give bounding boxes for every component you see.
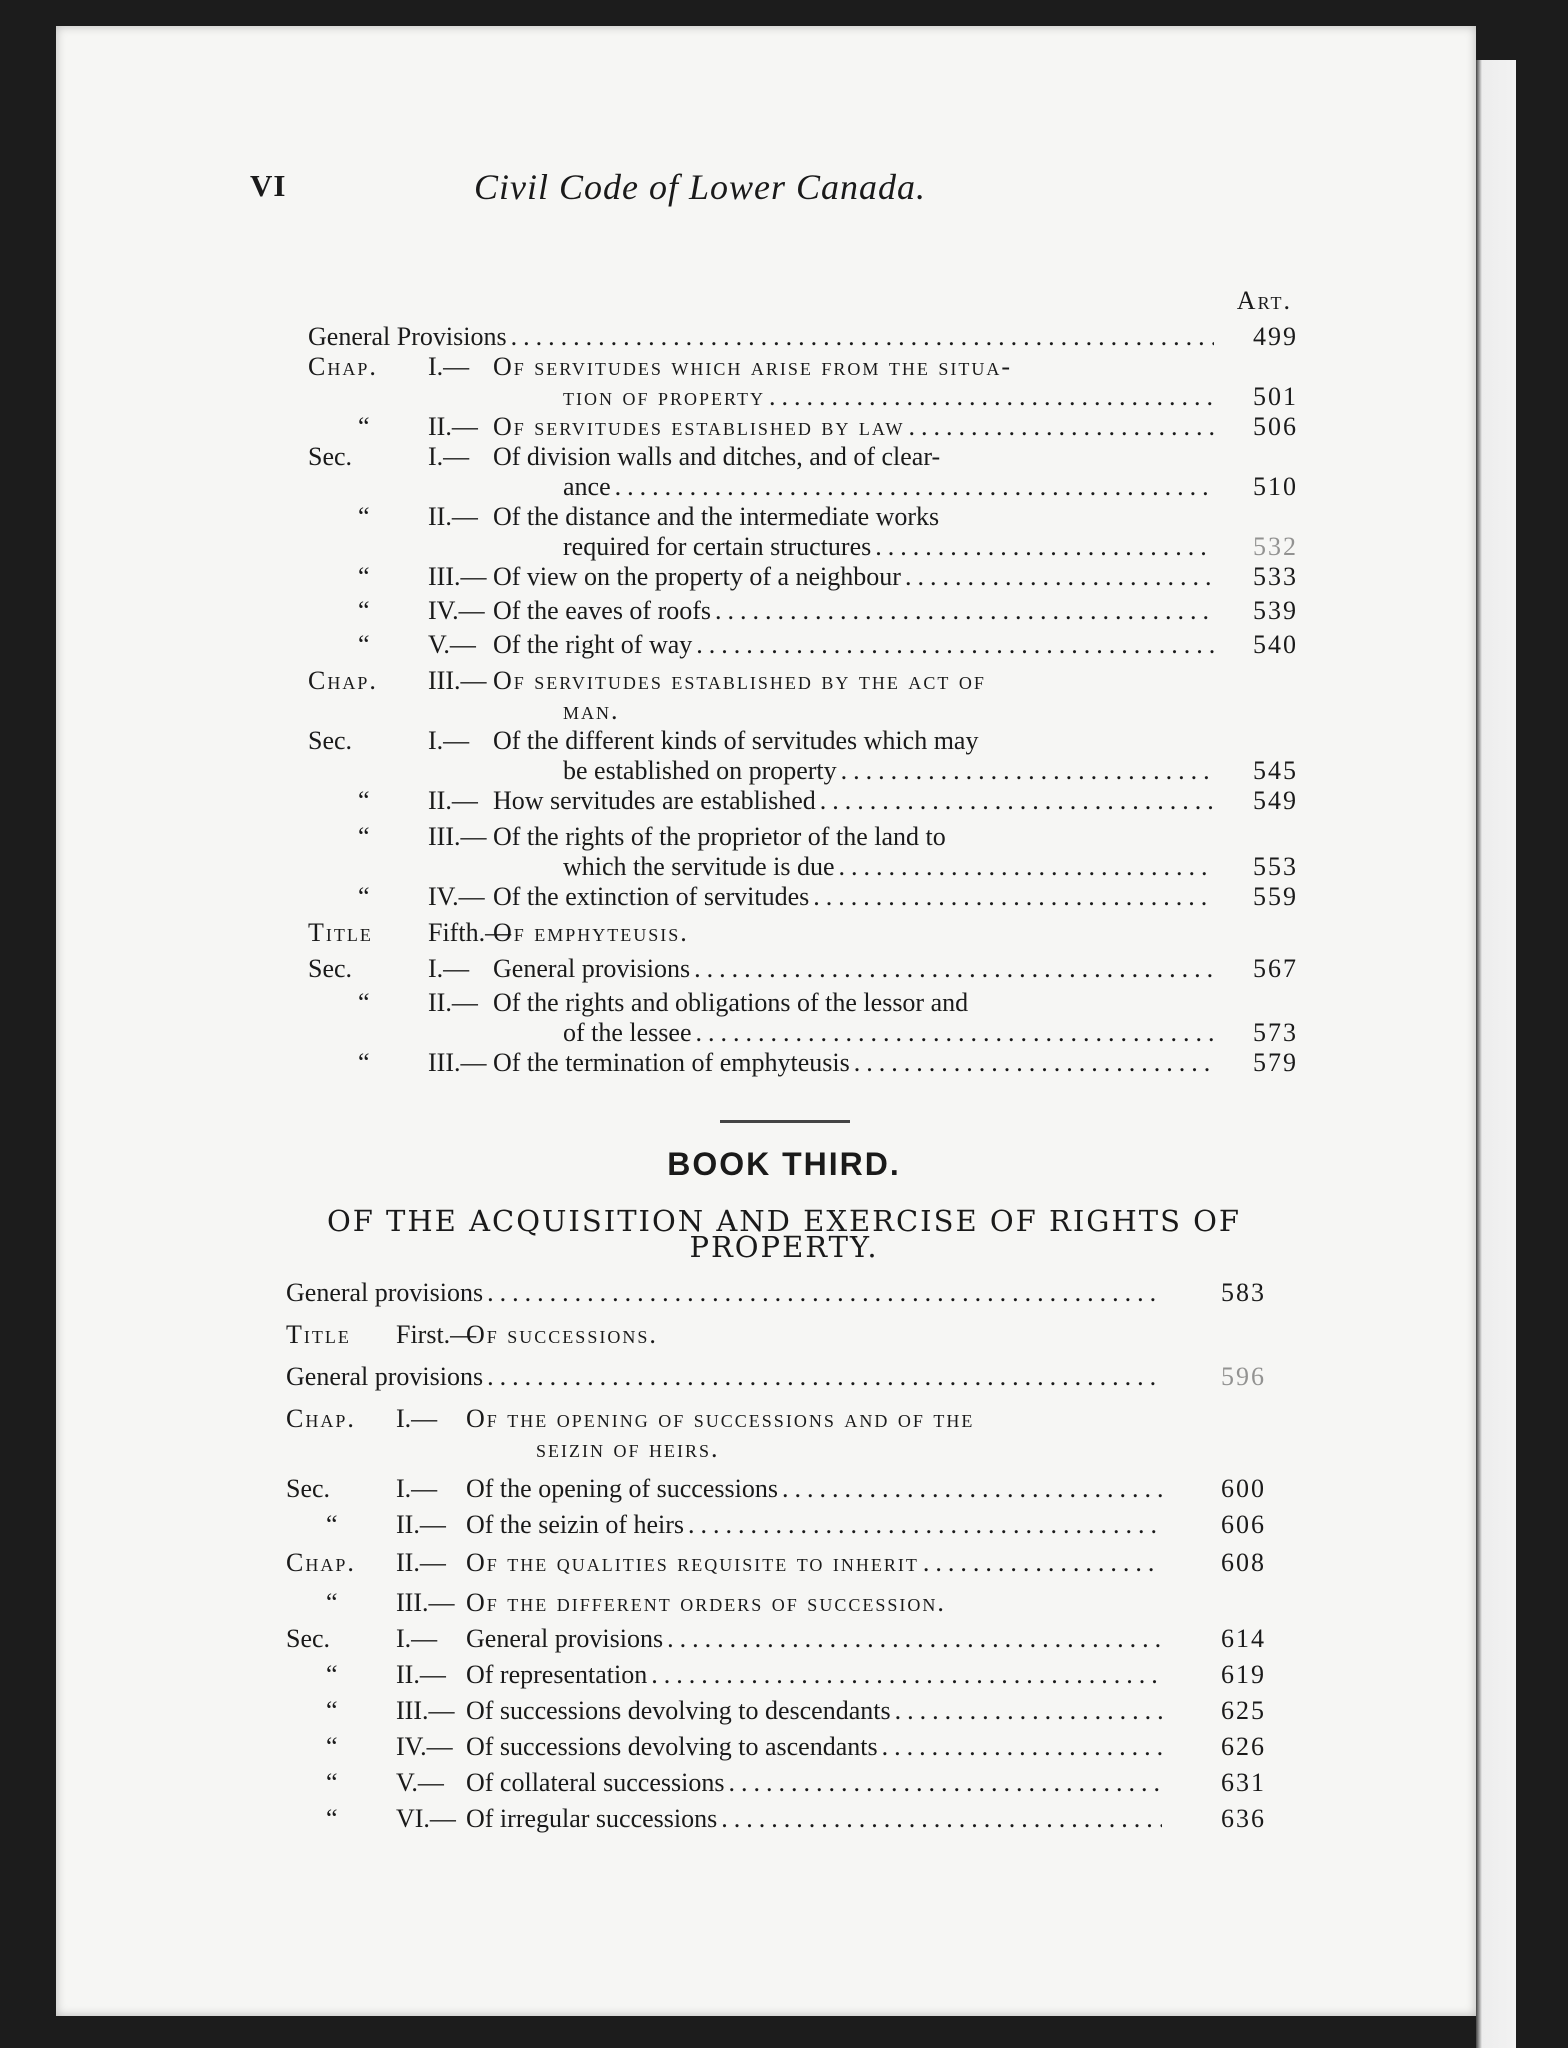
entry-text: seizin of heirs. (536, 1434, 720, 1463)
entry-label: Chap. (308, 666, 378, 695)
entry-label: “ (326, 1696, 338, 1725)
entry-label: “ (358, 786, 370, 815)
entry-number: I.— (428, 726, 470, 755)
entry-text: Of the seizin of heirs (466, 1510, 685, 1539)
entry-label: “ (326, 1804, 338, 1833)
dot-leader (875, 532, 1214, 562)
entry-number: III.— (428, 1048, 487, 1077)
entry-label: “ (358, 502, 370, 531)
entry-text: which the servitude is due (563, 852, 835, 881)
toc-book-third (286, 1278, 1266, 1848)
entry-text: Of the different kinds of servitudes which may (493, 726, 979, 755)
entry-text: Of the extinction of servitudes (493, 882, 810, 911)
entry-label: Sec. (286, 1624, 331, 1653)
entry-label: Chap. (286, 1548, 356, 1577)
dot-leader (721, 1804, 1162, 1834)
entry-number: I.— (428, 352, 470, 381)
article-column-head: Art. (1236, 286, 1292, 315)
dot-leader (769, 382, 1214, 412)
entry-number: Fifth.— (428, 918, 512, 947)
article-number: 626 (1221, 1732, 1266, 1761)
article-number: 510 (1253, 472, 1298, 501)
entry-number: I.— (428, 442, 470, 471)
entry-number: V.— (428, 630, 476, 659)
entry-number: II.— (428, 786, 478, 815)
article-number: 539 (1253, 596, 1298, 625)
article-number: 545 (1253, 756, 1298, 785)
article-number: 573 (1253, 1018, 1298, 1047)
dot-leader (487, 1362, 1162, 1392)
entry-label: “ (326, 1510, 338, 1539)
article-number: 549 (1253, 786, 1298, 815)
running-head (250, 168, 1150, 228)
dot-leader (841, 756, 1214, 786)
entry-text: Of the qualities requisite to inherit (466, 1548, 919, 1577)
entry-text: Of servitudes which arise from the situa- (493, 352, 1013, 381)
page-folio: VI (250, 168, 287, 203)
entry-text: How servitudes are established (493, 786, 816, 815)
dot-leader (694, 954, 1214, 984)
article-number: 553 (1253, 852, 1298, 881)
entry-number: I.— (396, 1624, 438, 1653)
dot-leader (511, 322, 1214, 352)
entry-number: IV.— (396, 1732, 453, 1761)
dot-leader (667, 1624, 1162, 1654)
dot-leader (782, 1474, 1162, 1504)
dot-leader (908, 412, 1214, 442)
dot-leader (696, 1018, 1214, 1048)
entry-text: be established on property (563, 756, 837, 785)
entry-number: I.— (396, 1474, 438, 1503)
article-number: 625 (1221, 1696, 1266, 1725)
entry-text: General provisions (466, 1624, 664, 1653)
entry-number: First.— (396, 1320, 477, 1349)
section-rule (720, 1120, 850, 1123)
article-number: 600 (1221, 1474, 1266, 1503)
entry-label: “ (358, 562, 370, 591)
entry-text: Of representation (466, 1660, 648, 1689)
dot-leader (820, 786, 1214, 816)
dot-leader (651, 1660, 1162, 1690)
entry-text: Of the rights of the proprietor of the land to (493, 822, 946, 851)
article-number: 501 (1253, 382, 1298, 411)
dot-leader (905, 562, 1214, 592)
entry-number: III.— (428, 822, 487, 851)
entry-text: Of view on the property of a neighbour (493, 562, 901, 591)
entry-number: III.— (428, 666, 487, 695)
entry-text: Of servitudes established by law (493, 412, 905, 441)
entry-text: required for certain structures (563, 532, 872, 561)
entry-number: IV.— (428, 596, 485, 625)
entry-label: “ (358, 1048, 370, 1077)
entry-number: III.— (396, 1696, 455, 1725)
dot-leader (688, 1510, 1162, 1540)
entry-text: General provisions (286, 1278, 484, 1307)
entry-label: “ (358, 596, 370, 625)
entry-text: General Provisions (308, 322, 507, 351)
entry-number: III.— (428, 562, 487, 591)
entry-text: Of successions devolving to ascendants (466, 1732, 878, 1761)
dot-leader (882, 1732, 1162, 1762)
dot-leader (487, 1278, 1162, 1308)
entry-text: Of division walls and ditches, and of clear- (493, 442, 941, 471)
entry-text: ance (563, 472, 611, 501)
article-number: 631 (1221, 1768, 1266, 1797)
entry-number: II.— (396, 1510, 446, 1539)
dot-leader (923, 1548, 1162, 1578)
entry-text: Of the distance and the intermediate works (493, 502, 940, 531)
article-number: 606 (1221, 1510, 1266, 1539)
entry-number: II.— (396, 1548, 446, 1577)
dot-leader (854, 1048, 1214, 1078)
entry-label: Sec. (286, 1474, 331, 1503)
entry-text: of the lessee (563, 1018, 692, 1047)
toc-book-second (308, 286, 1298, 1116)
dot-leader (728, 1768, 1162, 1798)
entry-text: General provisions (286, 1362, 484, 1391)
entry-label: Title (308, 918, 373, 947)
entry-text: Of the rights and obligations of the lessor and (493, 988, 969, 1017)
entry-label: “ (326, 1660, 338, 1689)
entry-number: VI.— (396, 1804, 456, 1833)
dot-leader (895, 1696, 1162, 1726)
entry-label: Title (286, 1320, 351, 1349)
dot-leader (615, 472, 1214, 502)
entry-text: Of the eaves of roofs (493, 596, 712, 625)
entry-text: Of the opening of successions (466, 1474, 778, 1503)
entry-label: “ (358, 412, 370, 441)
entry-label: Chap. (308, 352, 378, 381)
entry-text: Of emphyteusis. (493, 918, 689, 947)
running-title: Civil Code of Lower Canada. (473, 167, 927, 207)
entry-text: Of successions. (466, 1320, 658, 1349)
entry-text: Of the right of way (493, 630, 693, 659)
article-number: 533 (1253, 562, 1298, 591)
entry-number: II.— (396, 1660, 446, 1689)
article-number: 608 (1221, 1548, 1266, 1577)
dot-leader (839, 852, 1215, 882)
page-edge (1476, 60, 1516, 2048)
entry-text: Of the different orders of succession. (466, 1588, 946, 1617)
entry-label: Sec. (308, 954, 353, 983)
article-number: 532 (1253, 532, 1298, 561)
article-number: 583 (1221, 1278, 1266, 1307)
book-subheading-line1: OF THE ACQUISITION AND EXERCISE OF RIGHTS OF (326, 1204, 1242, 1238)
dot-leader (813, 882, 1214, 912)
article-number: 619 (1221, 1660, 1266, 1689)
dot-leader (715, 596, 1214, 626)
article-number: 499 (1253, 322, 1298, 351)
entry-label: “ (326, 1588, 338, 1617)
article-number: 540 (1253, 630, 1298, 659)
article-number: 559 (1253, 882, 1298, 911)
entry-number: I.— (396, 1404, 438, 1433)
article-number: 567 (1253, 954, 1298, 983)
article-number: 596 (1221, 1362, 1266, 1391)
entry-label: “ (358, 882, 370, 911)
entry-text: Of irregular successions (466, 1804, 718, 1833)
entry-text: Of the opening of successions and of the (466, 1404, 975, 1433)
entry-label: “ (326, 1732, 338, 1761)
entry-label: Chap. (286, 1404, 356, 1433)
dot-leader (696, 630, 1214, 660)
article-number: 636 (1221, 1804, 1266, 1833)
article-number: 614 (1221, 1624, 1266, 1653)
entry-text: Of servitudes established by the act of (493, 666, 986, 695)
entry-text: Of successions devolving to descendants (466, 1696, 891, 1725)
entry-number: IV.— (428, 882, 485, 911)
entry-label: “ (326, 1768, 338, 1797)
entry-text: Of collateral successions (466, 1768, 725, 1797)
entry-number: II.— (428, 988, 478, 1017)
entry-label: “ (358, 988, 370, 1017)
entry-number: V.— (396, 1768, 444, 1797)
book-heading: BOOK THIRD. (667, 1146, 901, 1182)
entry-number: II.— (428, 502, 478, 531)
entry-text: General provisions (493, 954, 691, 983)
entry-text: man. (563, 696, 620, 725)
entry-label: “ (358, 630, 370, 659)
entry-number: I.— (428, 954, 470, 983)
article-number: 506 (1253, 412, 1298, 441)
book-subheading-line2: PROPERTY. (689, 1230, 879, 1264)
entry-number: II.— (428, 412, 478, 441)
entry-label: “ (358, 822, 370, 851)
entry-number: III.— (396, 1588, 455, 1617)
entry-text: tion of property (563, 382, 765, 411)
entry-label: Sec. (308, 726, 353, 755)
article-number: 579 (1253, 1048, 1298, 1077)
entry-label: Sec. (308, 442, 353, 471)
entry-text: Of the termination of emphyteusis (493, 1048, 850, 1077)
